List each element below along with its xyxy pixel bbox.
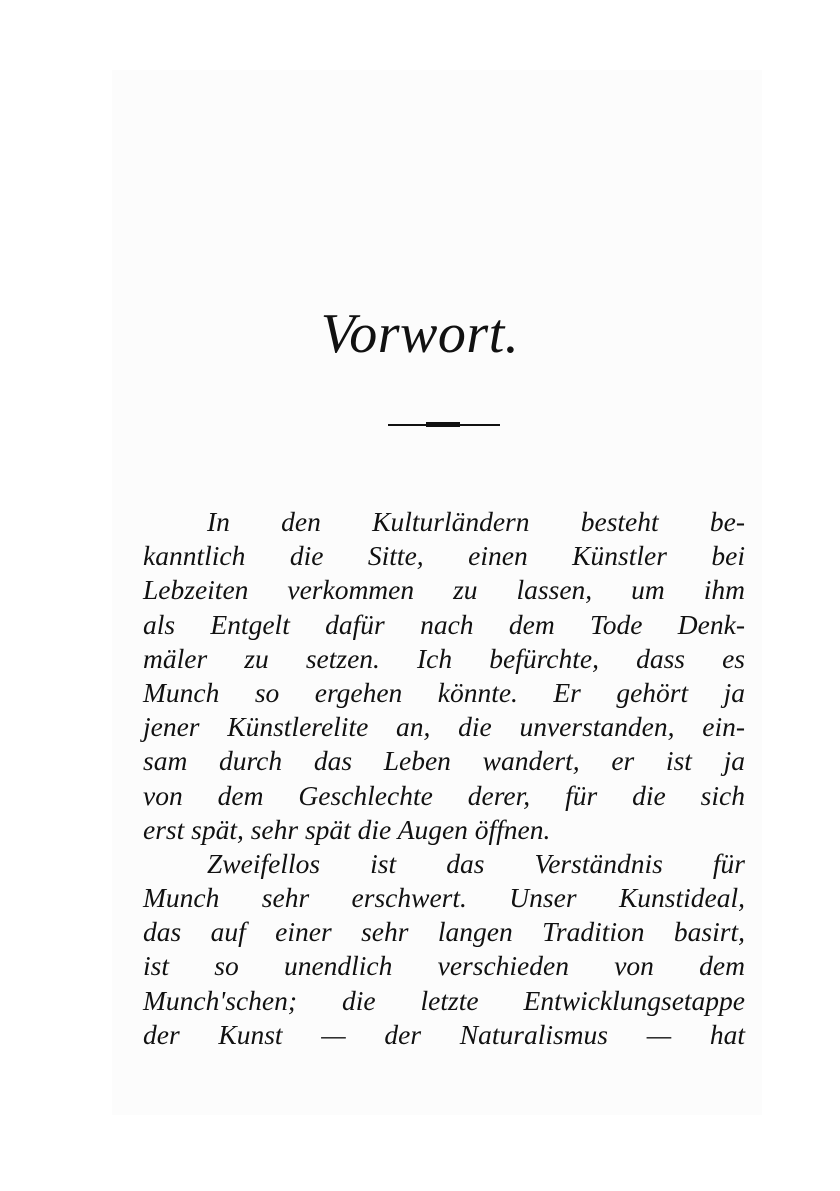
text-line: erst spät, sehr spät die Augen öffnen. (143, 813, 551, 845)
text-line: kanntlich die Sitte, einen Künstler bei (143, 540, 745, 572)
text-line: In den Kulturländern besteht be- (207, 506, 745, 537)
page-title: Vorwort. (320, 303, 520, 365)
text-line: von dem Geschlechte derer, für die sich (143, 779, 745, 811)
text-line: als Entgelt dafür nach dem Tode Denk- (143, 608, 745, 640)
text-line: jener Künstlerelite an, die unverstanden, ein- (143, 711, 745, 743)
text-line: ist so unendlich verschieden von dem (143, 950, 745, 982)
text-line: Munch so ergehen könnte. Er gehört ja (143, 676, 745, 708)
text-line: mäler zu setzen. Ich befürchte, dass es (143, 642, 745, 674)
text-line: das auf einer sehr langen Tradition basirt, (143, 916, 745, 948)
text-line: Munch sehr erschwert. Unser Kunstideal, (143, 882, 745, 914)
text-line: Lebzeiten verkommen zu lassen, um ihm (143, 574, 745, 606)
text-line: der Kunst — der Naturalismus — hat (143, 1018, 745, 1050)
ornament-thick-center (426, 422, 460, 427)
body-text (143, 505, 745, 1052)
text-line: Munch'schen; die letzte Entwicklungsetappe (143, 984, 745, 1016)
text-line: Zweifellos ist das Verständnis für (207, 847, 745, 879)
title-ornament-rule (388, 422, 500, 428)
text-line: sam durch das Leben wandert, er ist ja (143, 745, 745, 777)
